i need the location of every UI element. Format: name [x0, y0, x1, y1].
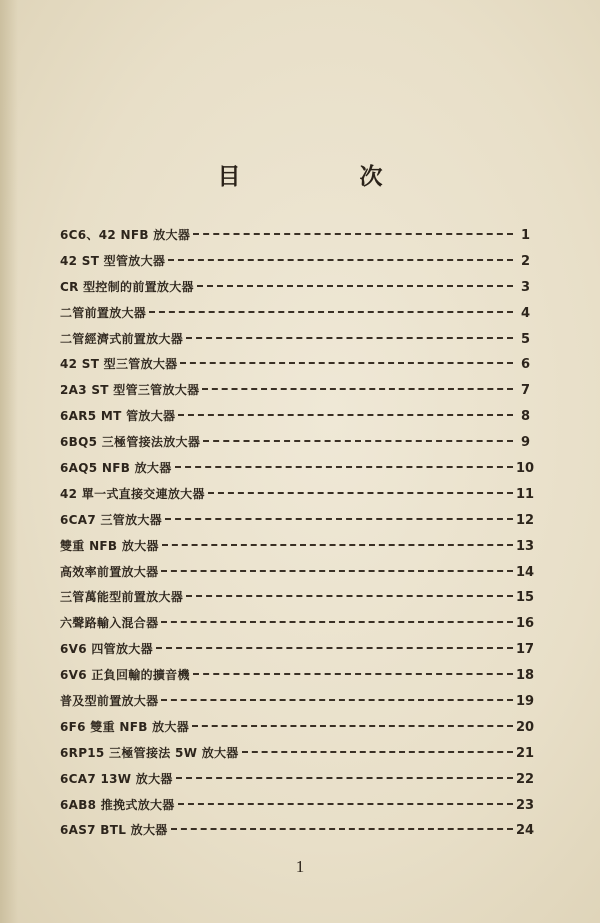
toc-entry-title: 二管前置放大器 — [60, 305, 147, 320]
dot-leader — [178, 413, 513, 416]
toc-entry — [60, 459, 535, 485]
toc-entry-page: 17 — [516, 642, 535, 658]
dot-leader — [161, 698, 513, 701]
toc-entry-page: 4 — [520, 305, 530, 321]
toc-entry-page: 6 — [520, 357, 530, 373]
toc-entry — [60, 821, 535, 847]
toc-entry-title: 2A3 ST 型管三管放大器 — [60, 383, 200, 398]
toc-entry — [60, 304, 530, 330]
toc-entry — [60, 744, 535, 770]
dot-leader — [180, 361, 513, 364]
toc-entry-title: 三管萬能型前置放大器 — [60, 590, 184, 605]
table-of-contents — [60, 226, 535, 847]
toc-entry-title: 雙重 NFB 放大器 — [60, 538, 159, 553]
toc-entry — [60, 252, 530, 278]
dot-leader — [202, 387, 513, 390]
toc-entry-page: 21 — [516, 745, 535, 761]
toc-entry-title: 42 ST 型三管放大器 — [60, 357, 178, 372]
toc-entry-page: 15 — [516, 590, 535, 606]
toc-entry-page: 5 — [520, 331, 530, 347]
toc-entry — [60, 563, 535, 589]
toc-entry-page: 16 — [516, 616, 535, 632]
toc-entry-title: 6AR5 MT 管放大器 — [60, 409, 176, 424]
toc-entry-title: 6AB8 推挽式放大器 — [60, 797, 175, 812]
toc-entry-title: 6CA7 三管放大器 — [60, 512, 162, 527]
toc-entry-page: 1 — [520, 228, 530, 243]
toc-entry — [60, 666, 535, 692]
toc-entry — [60, 407, 530, 433]
toc-entry-page: 12 — [516, 512, 535, 528]
toc-entry-title: 6F6 雙重 NFB 放大器 — [60, 719, 190, 734]
toc-entry-title: 高效率前置放大器 — [60, 564, 159, 579]
toc-entry — [60, 614, 535, 640]
toc-entry-title: 42 ST 型管放大器 — [60, 253, 166, 268]
toc-entry — [60, 433, 530, 459]
toc-entry-page: 9 — [520, 435, 530, 451]
toc-entry-title: 二管經濟式前置放大器 — [60, 331, 184, 346]
dot-leader — [149, 310, 513, 313]
toc-entry-page: 3 — [520, 279, 530, 295]
toc-entry-page: 19 — [516, 694, 535, 710]
toc-entry — [60, 330, 530, 356]
toc-entry-page: 22 — [516, 771, 535, 787]
toc-entry-title: 6C6、42 NFB 放大器 — [60, 228, 191, 242]
dot-leader — [203, 439, 513, 442]
toc-entry-page: 2 — [520, 253, 530, 269]
toc-entry — [60, 511, 535, 537]
dot-leader — [168, 258, 513, 261]
toc-entry-page: 23 — [516, 797, 535, 813]
toc-entry-title: 普及型前置放大器 — [60, 694, 159, 709]
toc-entry — [60, 692, 535, 718]
dot-leader — [175, 465, 513, 468]
toc-entry-page: 11 — [516, 486, 535, 502]
toc-entry — [60, 796, 535, 822]
dot-leader — [161, 620, 513, 623]
page-number: 1 — [295, 857, 305, 876]
dot-leader — [178, 802, 513, 805]
toc-entry-page: 18 — [516, 668, 535, 684]
toc-entry-title: 6AQ5 NFB 放大器 — [60, 461, 172, 476]
dot-leader — [186, 336, 513, 339]
toc-entry-title: 6V6 正負回輸的擴音機 — [60, 668, 190, 683]
dot-leader — [156, 646, 513, 649]
toc-entry — [60, 588, 535, 614]
toc-entry — [60, 640, 535, 666]
toc-entry-page: 7 — [520, 383, 530, 399]
toc-entry-page: 20 — [516, 719, 535, 735]
toc-entry-page: 14 — [516, 564, 535, 580]
toc-entry-page: 8 — [520, 409, 530, 425]
dot-leader — [165, 517, 513, 520]
dot-leader — [208, 491, 513, 494]
toc-entry — [60, 770, 535, 796]
dot-leader — [192, 724, 513, 727]
toc-entry — [60, 226, 530, 252]
dot-leader — [176, 776, 513, 779]
toc-entry-title: 6CA7 13W 放大器 — [60, 771, 173, 786]
dot-leader — [162, 543, 513, 546]
toc-entry-title: 6RP15 三極管接法 5W 放大器 — [60, 745, 239, 760]
toc-entry-page: 13 — [516, 538, 535, 554]
toc-entry-title: 六聲路輸入混合器 — [60, 616, 159, 631]
dot-leader — [186, 594, 513, 597]
dot-leader — [161, 569, 513, 572]
dot-leader — [193, 672, 513, 675]
dot-leader — [171, 827, 513, 830]
toc-entry-page: 10 — [516, 461, 535, 477]
toc-entry-title: 42 單一式直接交連放大器 — [60, 486, 205, 501]
toc-entry-page: 24 — [516, 823, 535, 839]
toc-entry — [60, 381, 530, 407]
toc-entry — [60, 278, 530, 304]
toc-entry-title: 6AS7 BTL 放大器 — [60, 823, 168, 838]
toc-entry — [60, 537, 535, 563]
toc-entry-title: CR 型控制的前置放大器 — [60, 279, 194, 294]
toc-entry-title: 6V6 四管放大器 — [60, 642, 153, 657]
dot-leader — [193, 232, 513, 235]
dot-leader — [197, 284, 513, 287]
spine-shadow — [0, 0, 18, 923]
toc-entry — [60, 718, 535, 744]
dot-leader — [242, 750, 513, 753]
toc-entry-title: 6BQ5 三極管接法放大器 — [60, 435, 201, 450]
page-title: 目 次 — [217, 164, 431, 190]
toc-entry — [60, 355, 530, 381]
toc-entry — [60, 485, 535, 511]
